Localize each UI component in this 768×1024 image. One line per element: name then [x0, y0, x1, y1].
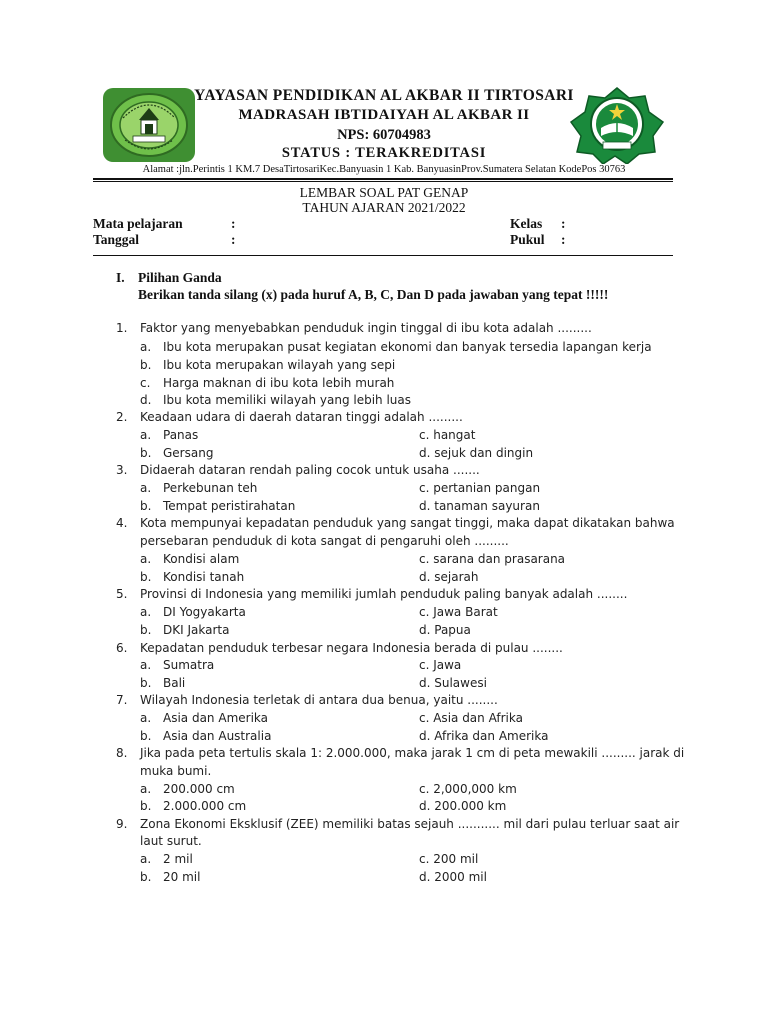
option-text: Kondisi alam: [163, 552, 240, 566]
option-letter: b.: [140, 676, 152, 690]
option-text: d. Papua: [419, 623, 471, 637]
option-letter: a.: [140, 552, 152, 566]
section-instruction: Berikan tanda silang (x) pada huruf A, B, C, Dan D pada jawaban yang tepat !!!!!: [138, 287, 609, 302]
option-text: 20 mil: [163, 870, 201, 884]
section-title: Pilihan Ganda: [138, 270, 222, 285]
question-text: Zona Ekonomi Eksklusif (ZEE) memiliki batas sejauh ........... mil dari pulau terluar saat air: [140, 817, 680, 831]
option-text: d. sejuk dan dingin: [419, 446, 534, 460]
option-text: c. Asia dan Afrika: [419, 711, 523, 725]
option-letter: b.: [140, 499, 152, 513]
option-letter: b.: [140, 729, 152, 743]
section-divider: [93, 255, 673, 256]
accreditation-status: STATUS : TERAKREDITASI: [281, 145, 487, 161]
option-text: c. 2,000,000 km: [419, 782, 517, 796]
question-text: Provinsi di Indonesia yang memiliki jumlah penduduk paling banyak adalah ........: [140, 587, 628, 601]
option-text: Perkebunan teh: [163, 481, 258, 495]
question-number: 5.: [116, 587, 128, 601]
option-text: Harga maknan di ibu kota lebih murah: [163, 376, 395, 390]
option-letter: b.: [140, 623, 152, 637]
class-colon: :: [561, 216, 566, 231]
option-letter: b.: [140, 870, 152, 884]
question-number: 8.: [116, 746, 128, 760]
option-text: Ibu kota merupakan wilayah yang sepi: [163, 358, 396, 372]
school-nps: NPS: 60704983: [337, 127, 431, 143]
question-text-continued: laut surut.: [140, 834, 202, 848]
header-divider-thin: [93, 181, 673, 182]
option-letter: a.: [140, 782, 152, 796]
option-text: c. Jawa Barat: [419, 605, 498, 619]
option-letter: c.: [140, 376, 151, 390]
option-text: Tempat peristirahatan: [163, 499, 296, 513]
option-text: Asia dan Australia: [163, 729, 272, 743]
option-letter: a.: [140, 852, 152, 866]
foundation-name: YAYASAN PENDIDIKAN AL AKBAR II TIRTOSARI: [194, 87, 574, 104]
option-text: Sumatra: [163, 658, 215, 672]
class-label: Kelas: [510, 216, 543, 231]
option-letter: b.: [140, 799, 152, 813]
option-text: Ibu kota memiliki wilayah yang lebih luas: [163, 393, 412, 407]
option-text: Gersang: [163, 446, 214, 460]
header-divider: [93, 178, 673, 180]
option-text: c. 200 mil: [419, 852, 479, 866]
option-text: 200.000 cm: [163, 782, 235, 796]
question-text: Jika pada peta tertulis skala 1: 2.000.000, maka jarak 1 cm di peta mewakili ......... jarak di: [140, 746, 685, 760]
option-letter: b.: [140, 570, 152, 584]
option-text: 2 mil: [163, 852, 193, 866]
section-number: I.: [116, 270, 125, 285]
school-address: Alamat :jln.Perintis 1 KM.7 DesaTirtosariKec.Banyuasin 1 Kab. BanyuasinProv.Sumatera Selatan KodePos 30763: [142, 164, 626, 175]
date-colon: :: [231, 232, 236, 247]
option-letter: a.: [140, 711, 152, 725]
option-text: c. hangat: [419, 428, 476, 442]
question-text-continued: persebaran penduduk di kota sangat di pengaruhi oleh .........: [140, 534, 509, 548]
exam-title: LEMBAR SOAL PAT GENAP: [299, 185, 469, 200]
option-text: Panas: [163, 428, 199, 442]
option-letter: a.: [140, 605, 152, 619]
question-number: 1.: [116, 321, 128, 335]
option-letter: b.: [140, 446, 152, 460]
option-text: d. sejarah: [419, 570, 479, 584]
subject-colon: :: [231, 216, 236, 231]
option-text: c. Jawa: [419, 658, 462, 672]
option-text: 2.000.000 cm: [163, 799, 247, 813]
option-text: d. 2000 mil: [419, 870, 487, 884]
school-name: MADRASAH IBTIDAIYAH AL AKBAR II: [238, 107, 530, 123]
option-letter: d.: [140, 393, 152, 407]
question-text-continued: muka bumi.: [140, 764, 212, 778]
exam-year: TAHUN AJARAN 2021/2022: [302, 200, 466, 215]
question-text: Didaerah dataran rendah paling cocok untuk usaha .......: [140, 463, 480, 477]
question-text: Keadaan udara di daerah dataran tinggi adalah .........: [140, 410, 463, 424]
question-number: 6.: [116, 641, 128, 655]
question-text: Kota mempunyai kepadatan penduduk yang sangat tinggi, maka dapat dikatakan bahwa: [140, 516, 675, 530]
question-text: Wilayah Indonesia terletak di antara dua benua, yaitu ........: [140, 693, 498, 707]
question-number: 4.: [116, 516, 128, 530]
option-letter: a.: [140, 428, 152, 442]
subject-label: Mata pelajaran: [93, 216, 183, 231]
option-text: DKI Jakarta: [163, 623, 230, 637]
option-letter: b.: [140, 358, 152, 372]
option-text: c. pertanian pangan: [419, 481, 541, 495]
time-label: Pukul: [510, 232, 545, 247]
option-letter: a.: [140, 658, 152, 672]
option-text: d. Sulawesi: [419, 676, 487, 690]
letterhead: [0, 0, 768, 180]
question-number: 9.: [116, 817, 128, 831]
option-text: Asia dan Amerika: [163, 711, 268, 725]
option-letter: a.: [140, 481, 152, 495]
question-number: 7.: [116, 693, 128, 707]
question-text: Kepadatan penduduk terbesar negara Indonesia berada di pulau ........: [140, 641, 563, 655]
option-text: c. sarana dan prasarana: [419, 552, 566, 566]
time-colon: :: [561, 232, 566, 247]
question-number: 3.: [116, 463, 128, 477]
option-text: DI Yogyakarta: [163, 605, 246, 619]
option-text: Bali: [163, 676, 186, 690]
option-text: d. 200.000 km: [419, 799, 507, 813]
option-text: d. tanaman sayuran: [419, 499, 540, 513]
option-text: Ibu kota merupakan pusat kegiatan ekonomi dan banyak tersedia lapangan kerja: [163, 340, 652, 354]
date-label: Tanggal: [93, 232, 140, 247]
question-text: Faktor yang menyebabkan penduduk ingin tinggal di ibu kota adalah .........: [140, 321, 592, 335]
question-number: 2.: [116, 410, 128, 424]
option-text: Kondisi tanah: [163, 570, 245, 584]
option-text: d. Afrika dan Amerika: [419, 729, 549, 743]
option-letter: a.: [140, 340, 152, 354]
